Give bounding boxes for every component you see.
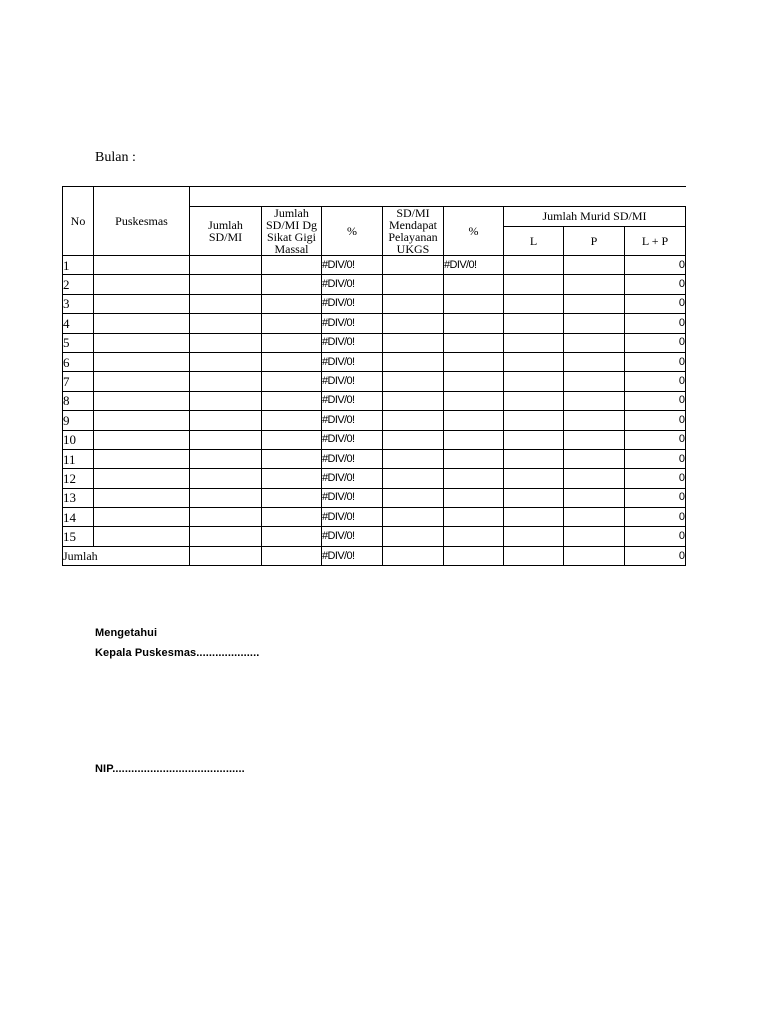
row-number: 7 <box>63 372 94 391</box>
header-jumlah-murid: Jumlah Murid SD/MI <box>504 207 686 227</box>
cell-lp: 0 <box>625 256 686 275</box>
cell-percent-1: #DIV/0! <box>322 488 383 507</box>
row-number: 6 <box>63 352 94 371</box>
cell-mendapat-pelayanan[interactable] <box>383 314 444 333</box>
cell-lp: 0 <box>625 469 686 488</box>
row-number: 2 <box>63 275 94 294</box>
table-row <box>63 508 686 527</box>
cell-percent-2 <box>444 372 504 391</box>
cell-sikat-gigi[interactable] <box>262 314 322 333</box>
cell-p[interactable] <box>564 256 625 275</box>
cell-percent-1: #DIV/0! <box>322 333 383 352</box>
cell-jumlah-sdmi[interactable] <box>190 488 262 507</box>
cell-lp: 0 <box>625 352 686 371</box>
total-cell-jumlah[interactable] <box>190 546 262 565</box>
cell-l[interactable] <box>504 488 564 507</box>
cell-sikat-gigi[interactable] <box>262 372 322 391</box>
cell-l[interactable] <box>504 508 564 527</box>
row-number: 9 <box>63 411 94 430</box>
header-no: No <box>63 187 94 256</box>
cell-percent-2 <box>444 391 504 410</box>
cell-l[interactable] <box>504 275 564 294</box>
cell-jumlah-sdmi[interactable] <box>190 527 262 546</box>
total-lp: 0 <box>625 546 686 565</box>
cell-mendapat-pelayanan[interactable] <box>383 430 444 449</box>
table-row <box>63 488 686 507</box>
cell-l[interactable] <box>504 430 564 449</box>
cell-l[interactable] <box>504 372 564 391</box>
cell-mendapat-pelayanan[interactable] <box>383 294 444 313</box>
cell-percent-1: #DIV/0! <box>322 430 383 449</box>
total-label: Jumlah <box>63 546 190 565</box>
cell-sikat-gigi[interactable] <box>262 411 322 430</box>
cell-jumlah-sdmi[interactable] <box>190 411 262 430</box>
table-row <box>63 430 686 449</box>
cell-sikat-gigi[interactable] <box>262 391 322 410</box>
total-cell-sikat[interactable] <box>262 546 322 565</box>
cell-percent-2 <box>444 527 504 546</box>
cell-mendapat-pelayanan[interactable] <box>383 411 444 430</box>
cell-lp: 0 <box>625 527 686 546</box>
header-sikat-gigi-line: Jumlah <box>274 207 309 220</box>
cell-puskesmas[interactable] <box>94 430 190 449</box>
cell-percent-1: #DIV/0! <box>322 508 383 527</box>
table-row <box>63 469 686 488</box>
cell-puskesmas[interactable] <box>94 411 190 430</box>
cell-sikat-gigi[interactable] <box>262 333 322 352</box>
cell-puskesmas[interactable] <box>94 275 190 294</box>
cell-sikat-gigi[interactable] <box>262 469 322 488</box>
cell-jumlah-sdmi[interactable] <box>190 391 262 410</box>
cell-percent-1: #DIV/0! <box>322 469 383 488</box>
table-body <box>63 256 686 547</box>
cell-lp: 0 <box>625 314 686 333</box>
cell-mendapat-pelayanan[interactable] <box>383 449 444 468</box>
header-sikat-gigi-line: Massal <box>274 242 309 255</box>
header-sikat-gigi <box>262 207 322 256</box>
cell-puskesmas[interactable] <box>94 488 190 507</box>
table-row <box>63 314 686 333</box>
total-row <box>63 546 686 565</box>
cell-l[interactable] <box>504 314 564 333</box>
cell-mendapat-pelayanan[interactable] <box>383 352 444 371</box>
cell-sikat-gigi[interactable] <box>262 508 322 527</box>
header-sikat-gigi-line: SD/MI Dg <box>265 218 317 232</box>
cell-lp: 0 <box>625 449 686 468</box>
table-row <box>63 449 686 468</box>
cell-percent-2 <box>444 508 504 527</box>
cell-puskesmas[interactable] <box>94 527 190 546</box>
cell-percent-2 <box>444 333 504 352</box>
table-row <box>63 411 686 430</box>
cell-l[interactable] <box>504 256 564 275</box>
header-percent-1: % <box>322 207 383 256</box>
cell-p[interactable] <box>564 333 625 352</box>
cell-puskesmas[interactable] <box>94 372 190 391</box>
cell-jumlah-sdmi[interactable] <box>190 352 262 371</box>
cell-l[interactable] <box>504 449 564 468</box>
table-row <box>63 391 686 410</box>
cell-puskesmas[interactable] <box>94 314 190 333</box>
cell-percent-1: #DIV/0! <box>322 256 383 275</box>
cell-percent-2 <box>444 294 504 313</box>
cell-sikat-gigi[interactable] <box>262 449 322 468</box>
cell-percent-2 <box>444 469 504 488</box>
cell-puskesmas[interactable] <box>94 508 190 527</box>
cell-puskesmas[interactable] <box>94 469 190 488</box>
cell-percent-1: #DIV/0! <box>322 449 383 468</box>
cell-puskesmas[interactable] <box>94 333 190 352</box>
cell-percent-1: #DIV/0! <box>322 275 383 294</box>
header-puskesmas: Puskesmas <box>94 187 190 256</box>
cell-jumlah-sdmi[interactable] <box>190 508 262 527</box>
row-number: 12 <box>63 469 94 488</box>
table-row <box>63 352 686 371</box>
cell-p[interactable] <box>564 372 625 391</box>
cell-p[interactable] <box>564 391 625 410</box>
cell-mendapat-pelayanan[interactable] <box>383 527 444 546</box>
cell-lp: 0 <box>625 411 686 430</box>
header-jumlah-sdmi-line: SD/MI <box>208 230 243 244</box>
cell-percent-1: #DIV/0! <box>322 527 383 546</box>
cell-lp: 0 <box>625 430 686 449</box>
cell-puskesmas[interactable] <box>94 391 190 410</box>
cell-p[interactable] <box>564 294 625 313</box>
row-number: 4 <box>63 314 94 333</box>
cell-percent-2 <box>444 411 504 430</box>
cell-l[interactable] <box>504 333 564 352</box>
cell-percent-1: #DIV/0! <box>322 294 383 313</box>
cell-l[interactable] <box>504 294 564 313</box>
row-number: 13 <box>63 488 94 507</box>
header-mendapat-line: UKGS <box>396 242 430 255</box>
cell-mendapat-pelayanan[interactable] <box>383 469 444 488</box>
table-row <box>63 372 686 391</box>
cell-percent-1: #DIV/0! <box>322 314 383 333</box>
cell-lp: 0 <box>625 508 686 527</box>
cell-p[interactable] <box>564 508 625 527</box>
header-mendapat-line: SD/MI <box>396 207 430 220</box>
bulan-label: Bulan : <box>95 150 136 165</box>
cell-p[interactable] <box>564 449 625 468</box>
cell-lp: 0 <box>625 275 686 294</box>
cell-l[interactable] <box>504 469 564 488</box>
cell-p[interactable] <box>564 275 625 294</box>
cell-mendapat-pelayanan[interactable] <box>383 488 444 507</box>
header-l: L <box>504 226 564 255</box>
cell-lp: 0 <box>625 333 686 352</box>
header-mendapat-pelayanan <box>383 207 444 256</box>
cell-mendapat-pelayanan[interactable] <box>383 508 444 527</box>
report-table <box>62 186 686 566</box>
cell-percent-2: #DIV/0! <box>444 256 504 275</box>
cell-p[interactable] <box>564 430 625 449</box>
row-number: 14 <box>63 508 94 527</box>
cell-lp: 0 <box>625 391 686 410</box>
cell-sikat-gigi[interactable] <box>262 352 322 371</box>
cell-l[interactable] <box>504 527 564 546</box>
cell-mendapat-pelayanan[interactable] <box>383 333 444 352</box>
cell-sikat-gigi[interactable] <box>262 527 322 546</box>
table-row <box>63 333 686 352</box>
cell-puskesmas[interactable] <box>94 256 190 275</box>
cell-jumlah-sdmi[interactable] <box>190 333 262 352</box>
cell-percent-2 <box>444 352 504 371</box>
row-number: 1 <box>63 256 94 275</box>
total-percent-1: #DIV/0! <box>322 546 383 565</box>
cell-sikat-gigi[interactable] <box>262 430 322 449</box>
cell-mendapat-pelayanan[interactable] <box>383 391 444 410</box>
cell-mendapat-pelayanan[interactable] <box>383 372 444 391</box>
row-number: 15 <box>63 527 94 546</box>
cell-percent-2 <box>444 275 504 294</box>
row-number: 5 <box>63 333 94 352</box>
cell-puskesmas[interactable] <box>94 352 190 371</box>
header-p: P <box>564 226 625 255</box>
header-mendapat-line: Pelayanan <box>388 230 438 244</box>
table-row <box>63 294 686 313</box>
cell-jumlah-sdmi[interactable] <box>190 372 262 391</box>
cell-lp: 0 <box>625 488 686 507</box>
cell-percent-2 <box>444 488 504 507</box>
cell-jumlah-sdmi[interactable] <box>190 314 262 333</box>
cell-p[interactable] <box>564 527 625 546</box>
cell-l[interactable] <box>504 352 564 371</box>
cell-l[interactable] <box>504 411 564 430</box>
cell-sikat-gigi[interactable] <box>262 294 322 313</box>
total-cell-percent-2[interactable] <box>444 546 504 565</box>
table-row <box>63 275 686 294</box>
cell-percent-1: #DIV/0! <box>322 352 383 371</box>
cell-percent-2 <box>444 314 504 333</box>
mengetahui-label: Mengetahui <box>95 627 158 639</box>
cell-mendapat-pelayanan[interactable] <box>383 275 444 294</box>
cell-lp: 0 <box>625 372 686 391</box>
cell-jumlah-sdmi[interactable] <box>190 449 262 468</box>
cell-p[interactable] <box>564 469 625 488</box>
header-sikat-gigi-lines <box>262 207 321 255</box>
header-sikat-gigi-line: Sikat Gigi <box>266 230 316 244</box>
cell-p[interactable] <box>564 411 625 430</box>
nip-label: NIP.......................................... <box>95 763 245 775</box>
header-mendapat-line: Mendapat <box>389 218 437 232</box>
total-cell-p[interactable] <box>564 546 625 565</box>
cell-sikat-gigi[interactable] <box>262 488 322 507</box>
cell-percent-1: #DIV/0! <box>322 372 383 391</box>
cell-percent-1: #DIV/0! <box>322 411 383 430</box>
header-jumlah-sdmi-line: Jumlah <box>208 218 243 232</box>
table-row <box>63 527 686 546</box>
header-jumlah-sdmi-lines <box>190 207 261 255</box>
header-lp: L + P <box>625 226 686 255</box>
cell-p[interactable] <box>564 352 625 371</box>
cell-jumlah-sdmi[interactable] <box>190 469 262 488</box>
cell-lp: 0 <box>625 294 686 313</box>
cell-p[interactable] <box>564 488 625 507</box>
table-row <box>63 256 686 275</box>
cell-puskesmas[interactable] <box>94 449 190 468</box>
cell-p[interactable] <box>564 314 625 333</box>
cell-jumlah-sdmi[interactable] <box>190 275 262 294</box>
cell-l[interactable] <box>504 391 564 410</box>
row-number: 11 <box>63 449 94 468</box>
cell-percent-2 <box>444 449 504 468</box>
cell-mendapat-pelayanan[interactable] <box>383 256 444 275</box>
cell-jumlah-sdmi[interactable] <box>190 430 262 449</box>
cell-jumlah-sdmi[interactable] <box>190 256 262 275</box>
kepala-puskesmas-label: Kepala Puskesmas.................... <box>95 647 260 659</box>
header-percent-2: % <box>444 207 504 256</box>
row-number: 8 <box>63 391 94 410</box>
row-number: 10 <box>63 430 94 449</box>
cell-sikat-gigi[interactable] <box>262 275 322 294</box>
total-cell-l[interactable] <box>504 546 564 565</box>
header-blank-cell <box>190 187 686 207</box>
total-cell-mendapat[interactable] <box>383 546 444 565</box>
cell-jumlah-sdmi[interactable] <box>190 294 262 313</box>
cell-sikat-gigi[interactable] <box>262 256 322 275</box>
cell-percent-1: #DIV/0! <box>322 391 383 410</box>
header-mendapat-lines <box>383 207 443 255</box>
cell-puskesmas[interactable] <box>94 294 190 313</box>
header-jumlah-sdmi <box>190 207 262 256</box>
cell-percent-2 <box>444 430 504 449</box>
row-number: 3 <box>63 294 94 313</box>
